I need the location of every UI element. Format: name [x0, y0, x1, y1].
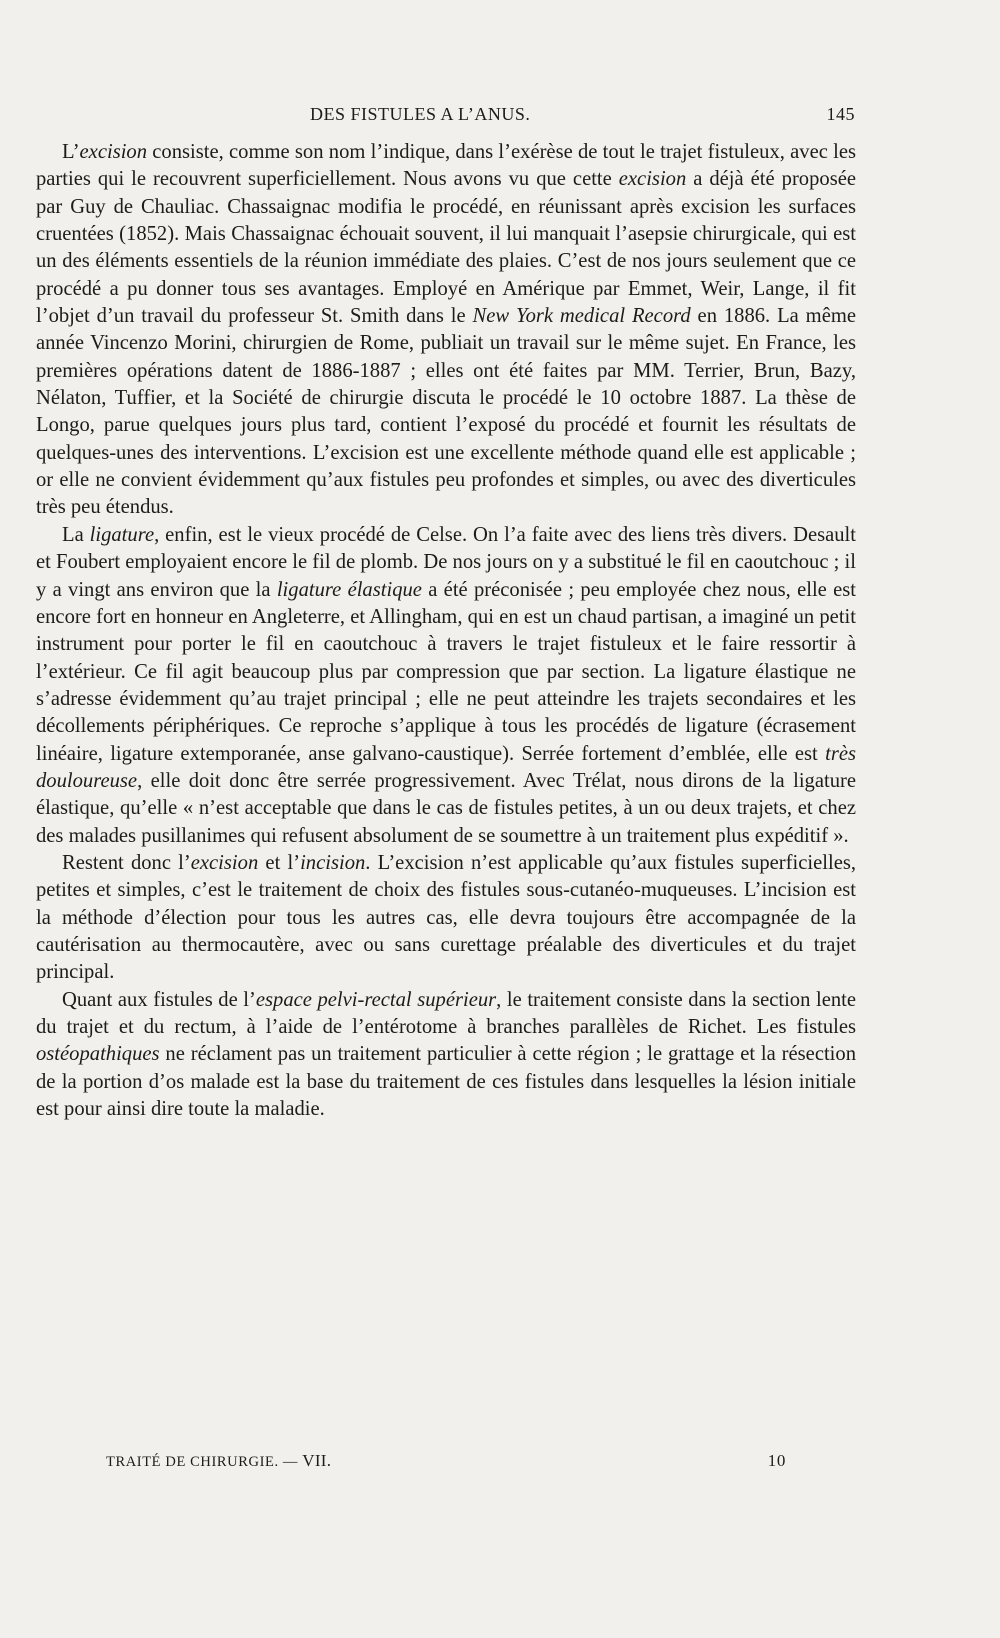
text-run: a déjà été proposée par Guy de Chauliac. Chassaignac modifia le procédé, en réunissant après excision les surfaces cruentées (1852). Mais Chassaignac échouait souvent, il lui manquait l’asepsie chirurgicale, qui est un des éléments essentiels de la réunion immédiate des plaies. C’est de nos jours seulement que ce procédé a pu donner tous ses avantages. Employé en Amérique par Emmet, Weir, Lange, il fit l’objet d’un travail du professeur St. Smith dans le — [36, 168, 856, 328]
italic-term: excision — [618, 168, 687, 191]
body-text — [36, 139, 856, 1123]
text-run: L’ — [62, 141, 80, 163]
text-run: . L’excision n’est applicable qu’aux fistules superficielles, petites et simples, c’est le traitement de choix des fistules sous-cutanéo-muqueuses. L’incision est la méthode d’élection pour tous les autres cas, elle devra toujours être accompagnée de la cautérisation au thermocautère, avec ou sans curettage préalable des diverticules et du trajet principal. — [36, 851, 856, 984]
paragraph — [36, 987, 856, 1124]
text-run: Quant aux fistules de l’ — [62, 988, 256, 1011]
text-run: en 1886. La même année Vincenzo Morini, chirurgien de Rome, publiait un travail sur le même sujet. En France, les premières opérations datent de 1886-1887 ; elles ont été faites par MM. Terrier, Brun, Bazy, Nélaton, Tuffier, et la Société de chirurgie discuta le procédé le 10 octobre 1887. La thèse de Longo, parue quelques jours plus tard, contient l’exposé du procédé et fournit les résultats de quelques-unes des interventions. L’excision est une excellente méthode quand elle est applicable ; or elle ne convient évidemment qu’aux fistules peu profondes et simples, ou avec des diverticules très peu étendus. — [36, 305, 856, 519]
italic-term: ligature élastique — [276, 578, 422, 601]
paragraph — [36, 522, 856, 850]
footer-book-title — [106, 1451, 331, 1471]
italic-term: très douloureuse — [36, 742, 856, 792]
text-run: consiste, comme son nom l’indique, dans l’exérèse de tout le trajet fistuleux, avec les parties qui le recouvrent superficiellement. Nous avons vu que cette — [36, 141, 856, 191]
italic-term: incision — [300, 851, 366, 874]
footer-volume: VII. — [302, 1451, 332, 1470]
italic-term: espace pelvi-rectal supérieur — [255, 988, 497, 1011]
page-footer — [106, 1451, 786, 1475]
running-head — [310, 104, 855, 130]
text-run: , elle doit donc être serrée progressivement. Avec Trélat, nous dirons de la ligature élastique, qu’elle « n’est acceptable que dans le cas de fistules petites, à un ou deux trajets, et chez des malades pusillanimes qui refusent absolument de se soumettre à un traitement plus expéditif ». — [36, 769, 856, 847]
paragraph — [36, 139, 856, 522]
italic-term: New York medical Record — [472, 305, 691, 328]
text-run: a été préconisée ; peu employée chez nous, elle est encore fort en honneur en Angleterre, et Allingham, qui en est un chaud partisan, a imaginé un petit instrument pour porter le fil en caoutchouc à travers le trajet fistuleux et le faire ressortir à l’extérieur. Ce fil agit beaucoup plus par compression que par section. La ligature élastique ne s’adresse évidemment qu’au trajet principal ; elle ne peut atteindre les trajets secondaires et les décollements périphériques. Ce reproche s’applique à tous les procédés de ligature (écrasement linéaire, ligature extemporanée, anse galvano-caustique). Serrée fortement d’emblée, elle est — [36, 578, 856, 765]
running-title: DES FISTULES A L’ANUS. — [310, 104, 531, 124]
text-run: , enfin, est le vieux procédé de Celse. On l’a faite avec des liens très divers. Desault et Foubert employaient encore le fil de plomb. De nos jours on y a substitué le fil en caoutchouc ; il y a vingt ans environ que la — [36, 523, 856, 601]
italic-term: ostéopathiques — [36, 1043, 160, 1066]
page-number: 145 — [826, 104, 855, 124]
text-run: , le traitement consiste dans la section lente du trajet et du rectum, à l’aide de l’entérotome à branches parallèles de Richet. Les fistules — [36, 988, 856, 1038]
text-run: et l’ — [258, 851, 301, 874]
text-run: La — [62, 523, 90, 546]
text-run: Restent donc l’ — [62, 851, 191, 874]
paragraph — [36, 850, 856, 987]
italic-term: ligature — [89, 523, 155, 546]
footer-book-name: TRAITÉ DE CHIRURGIE. — — [106, 1454, 299, 1470]
text-run: ne réclament pas un traitement particulier à cette région ; le grattage et la résection de la portion d’os malade est la base du traitement de ces fistules dans lesquelles la lésion initiale est pour ainsi dire toute la maladie. — [36, 1043, 856, 1121]
italic-term: excision — [190, 851, 259, 874]
signature-mark: 10 — [767, 1451, 786, 1470]
italic-term: excision — [79, 141, 148, 163]
